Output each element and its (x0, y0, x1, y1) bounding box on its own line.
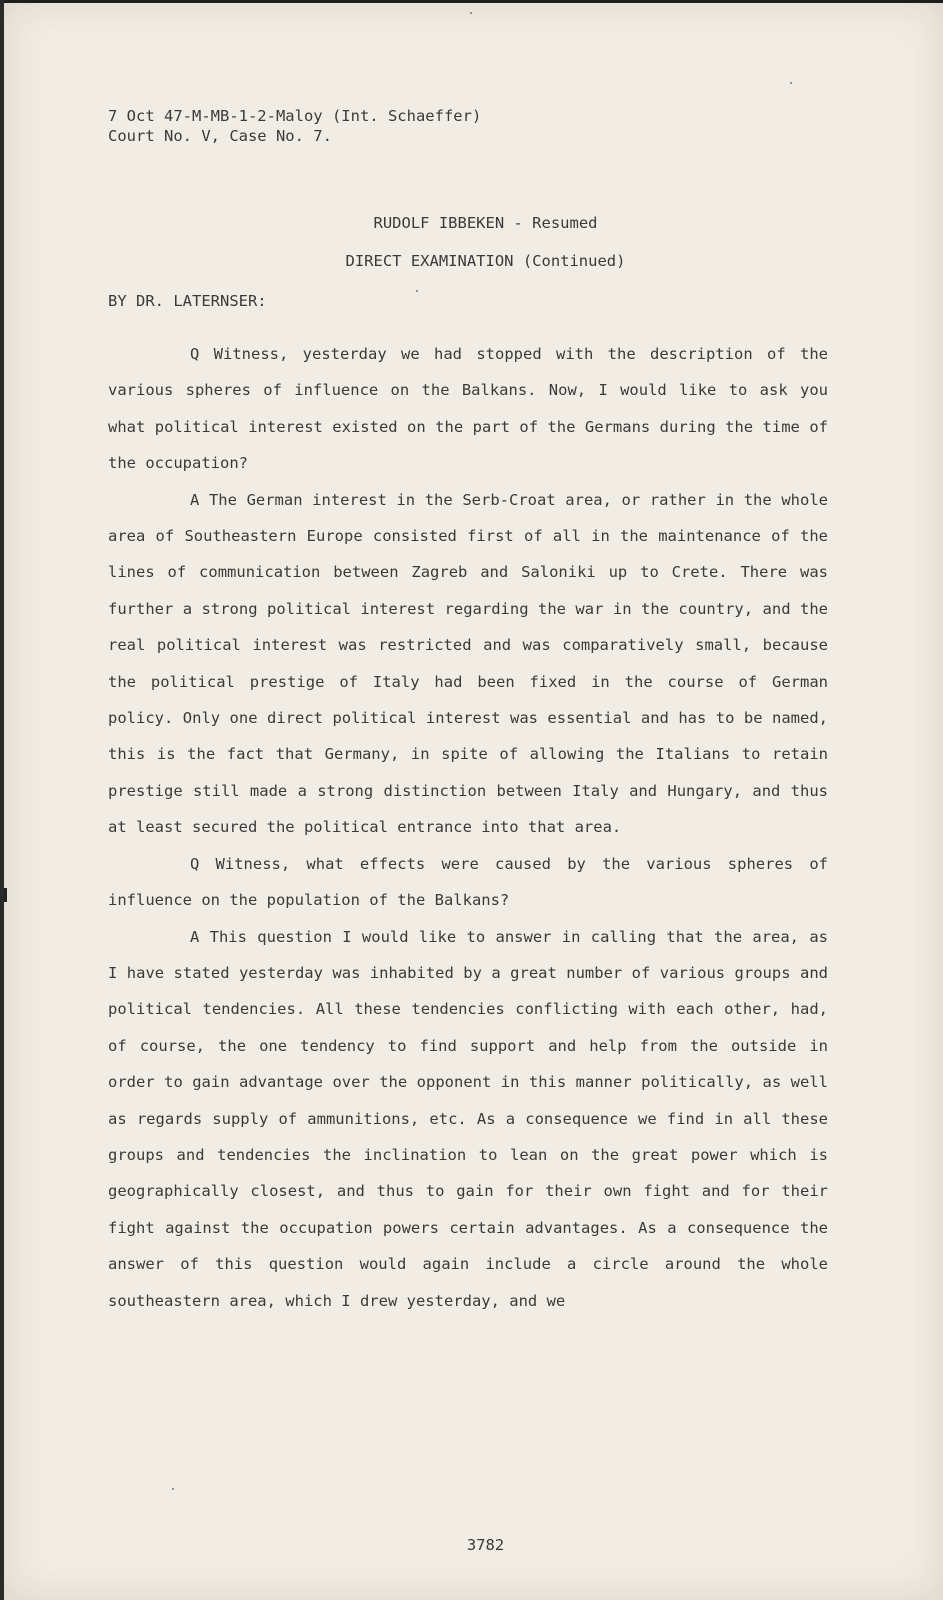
paragraph-answer-1: A The German interest in the Serb-Croat area, or rather in the whole area of Southeastern Europe consisted first of all in the maintenance of the lines of communication between Zagreb and Saloniki up to Crete. There was further a strong political interest regarding the war in the country, and the real political interest was restricted and was comparatively small, because the political prestige of Italy had been fixed in the course of German policy. Only one direct political interest was essential and has to be named, this is the fact that Germany, in spite of allowing the Italians to retain prestige still made a strong distinction between Italy and Hungary, and thus at least secured the political entrance into that area. (108, 490, 828, 837)
witness-title: RUDOLF IBBEKEN - Resumed (373, 214, 598, 232)
paper-speck (172, 1488, 174, 1490)
paper-speck (790, 82, 792, 84)
header-line-court-case: Court No. V, Case No. 7. (108, 127, 332, 145)
page-number: 3782 (466, 1536, 505, 1554)
paper-speck (470, 12, 472, 14)
examiner-line: BY DR. LATERNSER: (108, 292, 267, 310)
paragraph-question-2: Q Witness, what effects were caused by the various spheres of influence on the population of the Balkans? (108, 854, 828, 910)
document-header (108, 106, 481, 146)
header-line-date-reference: 7 Oct 47-M-MB-1-2-Maloy (Int. Schaeffer) (108, 107, 482, 125)
transcript-body (108, 336, 828, 1319)
paragraph-question-1: Q Witness, yesterday we had stopped with the description of the various spheres of influence on the Balkans. Now, I would like to ask you what political interest existed on the part of the Germans during the time of the occupation? (108, 345, 828, 473)
paper-speck (416, 290, 418, 292)
margin-mark (4, 888, 7, 902)
paragraph-answer-2: A This question I would like to answer in calling that the area, as I have stated yesterday was inhabited by a great number of various groups and political tendencies. All these tendencies conflicting with each other, had, of course, the one tendency to find support and help from the outside in order to gain advantage over the opponent in this manner politically, as well as regards supply of ammunitions, etc. As a consequence we find in all these groups and tendencies the inclination to lean on the great power which is geographically closest, and thus to gain for their own fight and for their fight against the occupation powers certain advantages. As a consequence the answer of this question would again include a circle around the whole southeastern area, which I drew yesterday, and we (108, 927, 828, 1310)
document-page (4, 0, 943, 1600)
examination-title: DIRECT EXAMINATION (Continued) (345, 252, 626, 270)
